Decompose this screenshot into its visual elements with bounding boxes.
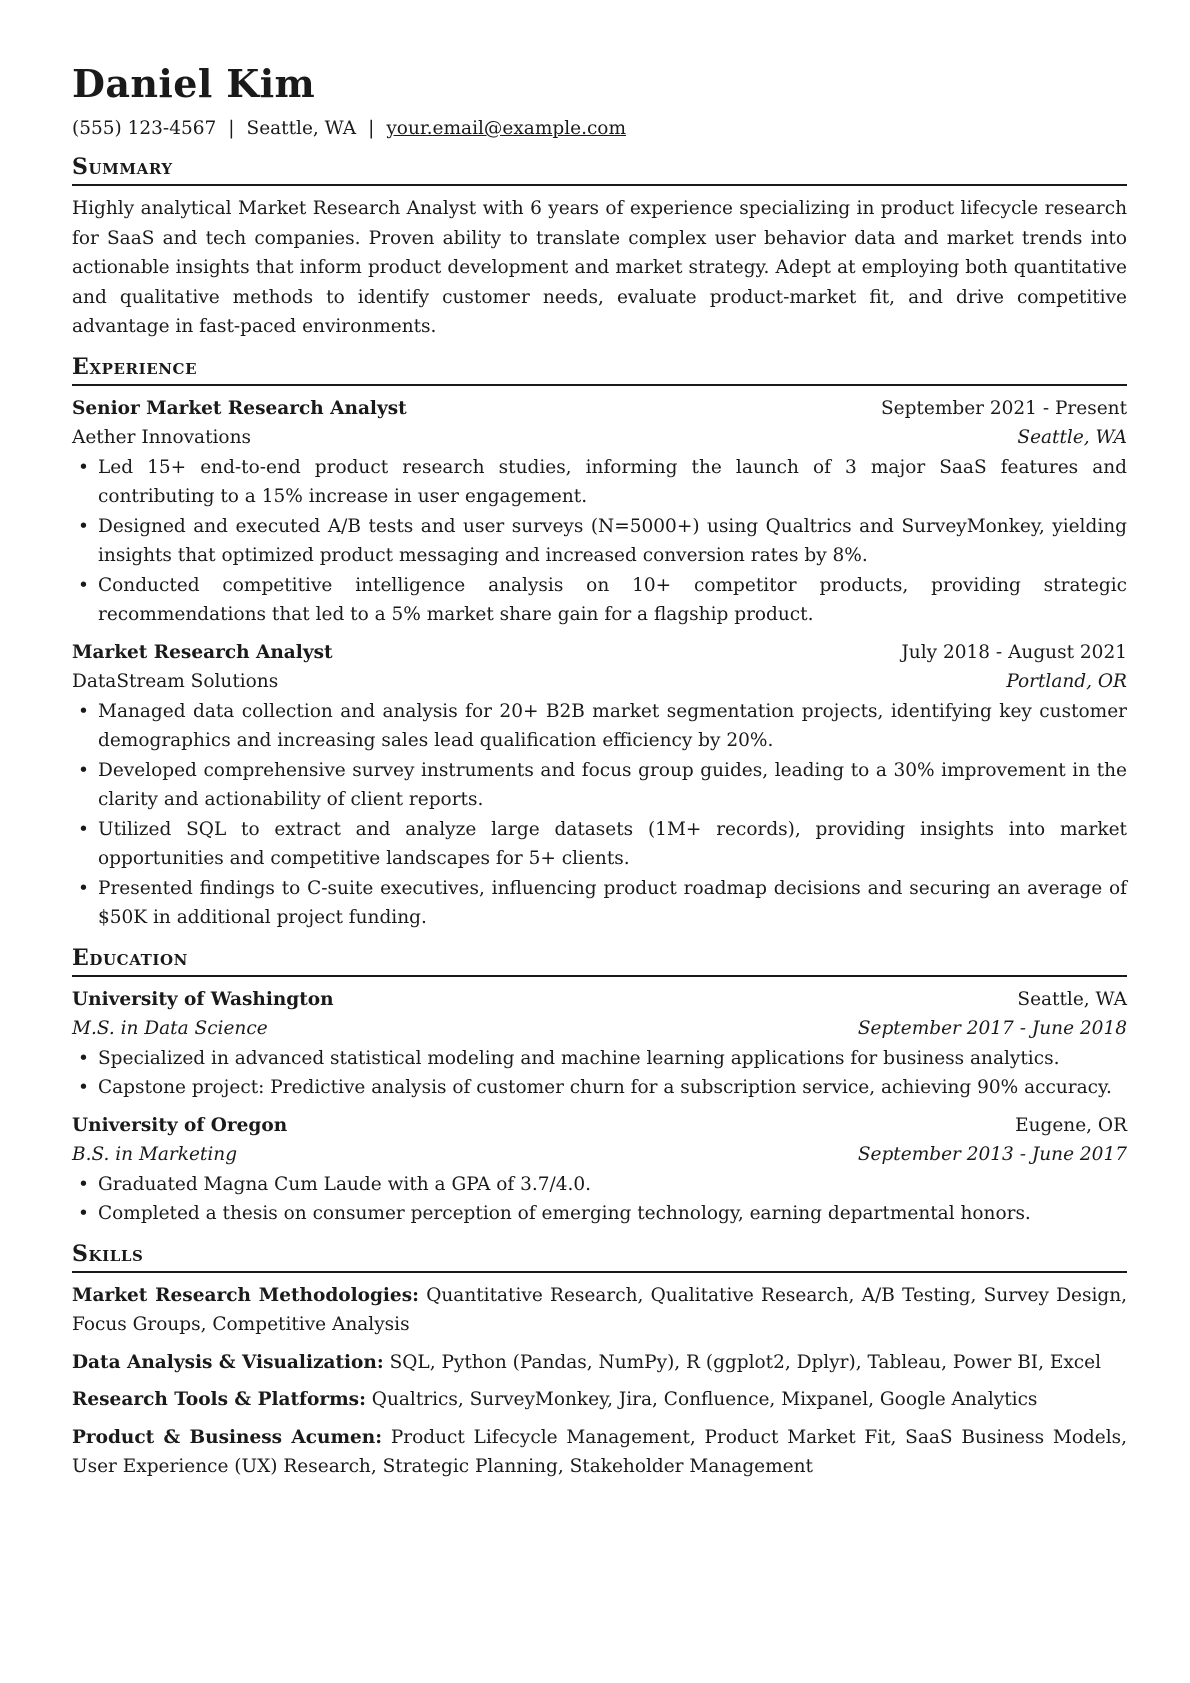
bullet-item: • Presented findings to C-suite executives, influencing product roadmap decisions and securing an average of $50K in additional project funding. <box>72 874 1127 933</box>
education-dates: September 2013 - June 2017 <box>857 1144 1127 1165</box>
job-dates: July 2018 - August 2021 <box>901 641 1127 663</box>
degree: M.S. in Data Science <box>72 1018 268 1039</box>
bullet-item: • Conducted competitive intelligence analysis on 10+ competitor products, providing strategic recommendations that led to a 5% market share gain for a flagship product. <box>72 571 1127 630</box>
bullet-item: • Completed a thesis on consumer perception of emerging technology, earning departmental honors. <box>72 1199 1127 1229</box>
skill-category: Data Analysis & Visualization: <box>72 1351 384 1373</box>
contact-separator: | <box>228 118 235 139</box>
section-title-experience: Experience <box>72 352 1127 386</box>
bullet-item: • Specialized in advanced statistical modeling and machine learning applications for business analytics. <box>72 1044 1127 1074</box>
job-entry <box>72 638 1127 933</box>
skill-line <box>72 1423 1127 1482</box>
contact-line <box>72 116 1127 142</box>
job-title: Market Research Analyst <box>72 641 333 663</box>
skill-category: Market Research Methodologies: <box>72 1284 419 1306</box>
job-entry <box>72 394 1127 630</box>
job-bullets <box>72 697 1127 933</box>
education-bullets <box>72 1044 1127 1103</box>
bullet-item: • Utilized SQL to extract and analyze large datasets (1M+ records), providing insights into market opportunities and competitive landscapes for 5+ clients. <box>72 815 1127 874</box>
school-location: Seattle, WA <box>1017 988 1127 1010</box>
bullet-item: • Led 15+ end-to-end product research studies, informing the launch of 3 major SaaS features and contributing to a 15% increase in user engagement. <box>72 453 1127 512</box>
resume-page <box>72 58 1127 1490</box>
section-title-education: Education <box>72 943 1127 977</box>
skills-section <box>72 1239 1127 1482</box>
company-name: DataStream Solutions <box>72 671 279 692</box>
section-title-summary: Summary <box>72 152 1127 186</box>
education-dates: September 2017 - June 2018 <box>857 1018 1127 1039</box>
bullet-item: • Graduated Magna Cum Laude with a GPA of 3.7/4.0. <box>72 1170 1127 1200</box>
education-section <box>72 943 1127 1229</box>
bullet-item: • Designed and executed A/B tests and user surveys (N=5000+) using Qualtrics and SurveyMonkey, yielding insights that optimized product messaging and increased conversion rates by 8%. <box>72 512 1127 571</box>
experience-section <box>72 352 1127 933</box>
email-link[interactable]: your.email@example.com <box>386 118 626 139</box>
phone-number: (555) 123-4567 <box>72 118 217 139</box>
school-name: University of Oregon <box>72 1114 288 1136</box>
bullet-item: • Managed data collection and analysis for 20+ B2B market segmentation projects, identifying key customer demographics and increasing sales lead qualification efficiency by 20%. <box>72 697 1127 756</box>
contact-separator: | <box>368 118 375 139</box>
job-bullets <box>72 453 1127 630</box>
bullet-item: • Developed comprehensive survey instruments and focus group guides, leading to a 30% improvement in the clarity and actionability of client reports. <box>72 756 1127 815</box>
skill-list: SQL, Python (Pandas, NumPy), R (ggplot2, Dplyr), Tableau, Power BI, Excel <box>389 1351 1102 1373</box>
job-dates: September 2021 - Present <box>880 397 1127 419</box>
degree: B.S. in Marketing <box>72 1144 238 1165</box>
skill-line <box>72 1348 1127 1378</box>
skill-category: Research Tools & Platforms: <box>72 1389 366 1410</box>
skill-line <box>72 1281 1127 1340</box>
skill-list: Qualtrics, SurveyMonkey, Jira, Confluence, Mixpanel, Google Analytics <box>371 1389 1038 1410</box>
skill-category: Product & Business Acumen: <box>72 1426 383 1448</box>
summary-section <box>72 152 1127 342</box>
bullet-item: • Capstone project: Predictive analysis of customer churn for a subscription service, achieving 90% accuracy. <box>72 1073 1127 1103</box>
skill-list: Product Lifecycle Management, Product Market Fit, SaaS Business Models, User Experience (UX) Research, Strategic Planning, Stakeholder Management <box>72 1426 1127 1477</box>
location: Seattle, WA <box>246 118 357 139</box>
education-entry <box>72 985 1127 1103</box>
skill-line <box>72 1385 1127 1415</box>
education-bullets <box>72 1170 1127 1229</box>
job-location: Seattle, WA <box>1017 427 1127 448</box>
education-entry <box>72 1111 1127 1229</box>
candidate-name: Daniel Kim <box>72 61 316 106</box>
section-title-skills: Skills <box>72 1239 1127 1273</box>
company-name: Aether Innovations <box>72 427 251 448</box>
summary-text: Highly analytical Market Research Analyst with 6 years of experience specializing in product lifecycle research for SaaS and tech companies. Proven ability to translate complex user behavior data and market trends into actionable insights that inform product development and market strategy. Adept at employing both quantitative and qualitative methods to identify customer needs, evaluate product-market fit, and drive competitive advantage in fast-paced environments. <box>72 198 1127 337</box>
job-title: Senior Market Research Analyst <box>72 397 407 419</box>
school-location: Eugene, OR <box>1015 1114 1127 1136</box>
school-name: University of Washington <box>72 988 334 1010</box>
job-location: Portland, OR <box>1006 671 1127 692</box>
skill-list: Quantitative Research, Qualitative Research, A/B Testing, Survey Design, Focus Groups, Competitive Analysis <box>72 1284 1127 1335</box>
